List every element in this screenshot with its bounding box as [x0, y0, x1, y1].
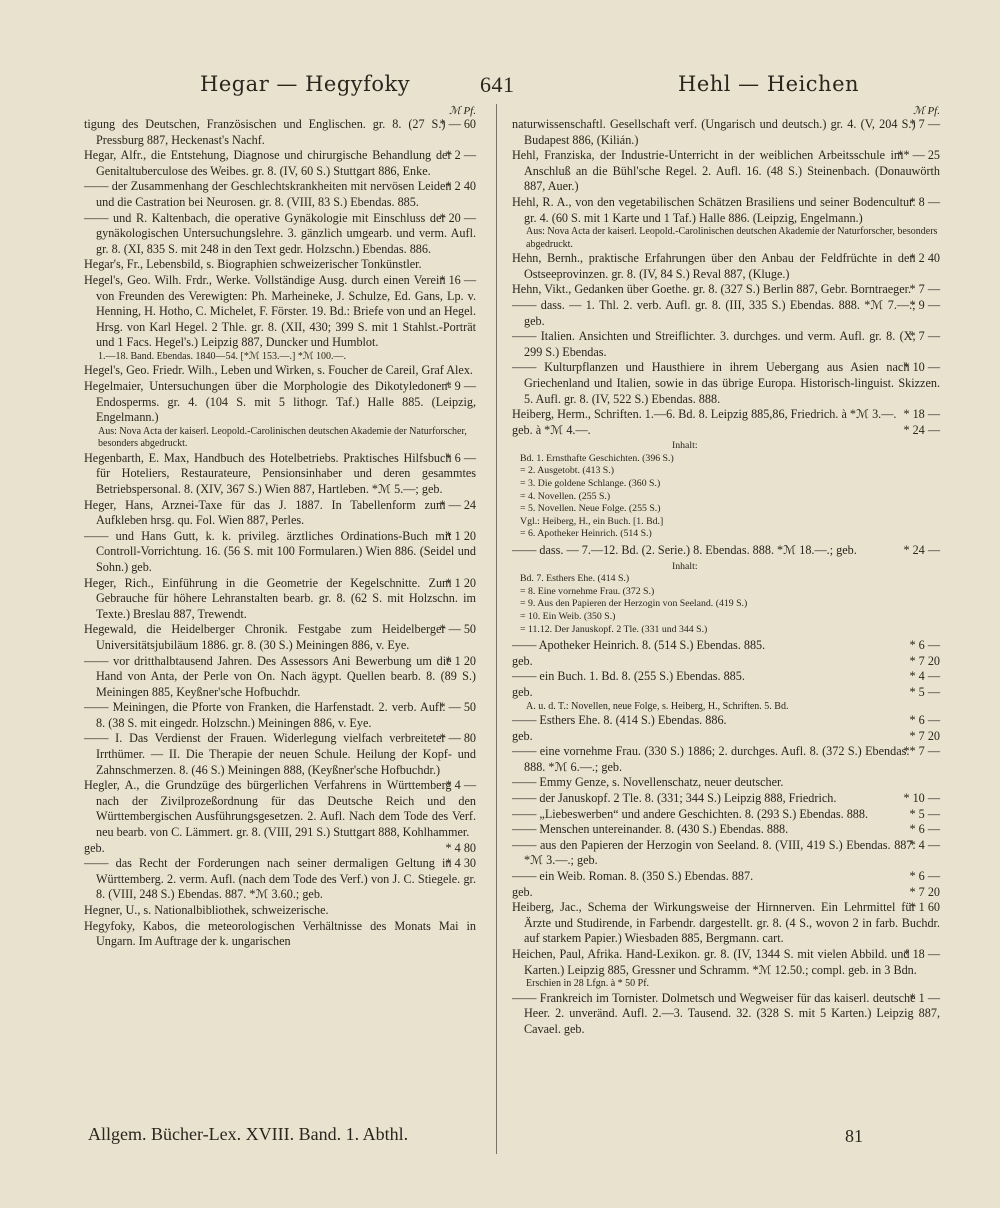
entry-text: Hegel's, Geo. Friedr. Wilh., Leben und Wirken, s. Foucher de Careil, Graf Alex.: [84, 363, 473, 378]
bibliography-entry: [84, 117, 476, 148]
bibliography-entry: [84, 363, 476, 379]
contents-row: Vgl.: Heiberg, H., ein Buch. [1. Bd.]: [520, 515, 664, 527]
entry-text: —— I. Das Verdienst der Frauen. Widerlegung vielfach verbreiteter Irrthümer. — II. Die Therapie der neuen Schule. Heilung der Kopf- und Zahnschmerzen. 8. (46 S.) Meiningen 888, (Keyßner'sche Hofbuchdr.): [84, 731, 476, 777]
entry-text: Hehn, Bernh., praktische Erfahrungen über den Anbau der Feldfrüchte in den Ostseeprovinzen. gr. 8. (IV, 84 S.) Reval 887, (Kluge.): [512, 251, 916, 281]
bibliography-entry: [84, 700, 476, 731]
entry-price: * — 24: [439, 497, 476, 512]
entry-text: —— der Januskopf. 2 Tle. 8. (331; 344 S.) Leipzig 888, Friedrich.: [512, 791, 837, 806]
page-number: 641: [480, 72, 515, 97]
contents-block-1: [512, 440, 940, 541]
bibliography-entry: [512, 543, 940, 559]
bibliography-entry: [512, 791, 940, 807]
bibliography-entry: [84, 257, 476, 273]
entry-text: Heichen, Paul, Afrika. Hand-Lexikon. gr. 8. (IV, 1344 S. mit vielen Abbild. und Karten.) Leipzig 885, Gressner und Schramm. *ℳ 12.50.; compl. geb. in 3 Bdn.: [512, 946, 917, 977]
bibliography-entry: [84, 498, 476, 529]
bibliography-entry: [512, 713, 940, 729]
bibliography-entry: [84, 654, 476, 701]
entry-price: * 24 —: [903, 422, 940, 437]
bibliography-entry: [512, 744, 940, 775]
bibliography-entry: [512, 900, 940, 947]
entry-text: —— Menschen untereinander. 8. (430 S.) Ebendas. 888.: [512, 822, 789, 837]
entry-text: Hehl, Franziska, der Industrie-Unterricht in der weiblichen Arbeitsschule im Anschluß an die Bühl'sche Regel. 2. Aufl. 16. (48 S.) Steinenbach. (Donauwörth 887, Auer.): [512, 148, 940, 194]
contents-row: = 3. Die goldene Schlange. (360 S.): [520, 478, 661, 490]
entry-text: —— eine vornehme Frau. (330 S.) 1886; 2. durchges. Aufl. 8. (372 S.) Ebendas. 888. *ℳ 6.—.; geb.: [512, 744, 910, 774]
bibliography-entry: [512, 638, 940, 654]
bibliography-entry: [512, 775, 940, 791]
bibliography-entry: [84, 211, 476, 258]
entry-text: Hegyfoky, Kabos, die meteorologischen Verhältnisse des Monats Mai in Ungarn. Im Auftrage der k. ungarischen: [84, 918, 476, 949]
entry-price: * 6 —: [445, 450, 476, 465]
bibliography-entry: [512, 360, 940, 407]
entry-text: —— Emmy Genze, s. Novellenschatz, neuer deutscher.: [512, 775, 784, 790]
entry-price: * 4 —: [445, 778, 476, 793]
running-head-left: Hegar — Hegyfoky: [200, 72, 411, 96]
bibliography-entry: [512, 251, 940, 282]
entry-price: * 2 40: [445, 179, 476, 194]
entry-text: Hegar, Alfr., die Entstehung, Diagnose und chirurgische Behandlung der Genitaltuberculose des Weibes. gr. 8. (IV, 60 S.) Stuttgart 886, Enke.: [84, 148, 452, 178]
right-entries-b: [512, 543, 940, 559]
running-head-right: Hehl — Heichen: [678, 72, 860, 96]
entry-price: * 1 20: [445, 575, 476, 590]
entry-text: Hehn, Vikt., Gedanken über Goethe. gr. 8. (327 S.) Berlin 887, Gebr. Borntraeger.: [512, 282, 912, 297]
column-divider: [496, 104, 497, 1154]
entry-text: naturwissenschaftl. Gesellschaft verf. (Ungarisch und deutsch.) gr. 4. (V, 204 S.) Budapest 886, (Kilián.): [512, 117, 916, 147]
entry-price: * 10 —: [903, 360, 940, 375]
entry-text: —— dass. — 7.—12. Bd. (2. Serie.) 8. Ebendas. 888. *ℳ 18.—.; geb.: [512, 543, 857, 558]
bibliography-entry: [84, 856, 476, 903]
contents-row: = 10. Ein Weib. (350 S.): [520, 611, 616, 622]
contents-heading: Inhalt:: [672, 440, 698, 452]
entry-text: Hegenbarth, E. Max, Handbuch des Hotelbetriebs. Praktisches Hilfsbuch für Hoteliers, Restaurateure, Pensionsinhaber und deren gesammtes Betriebspersonal. 8. (XIV, 367 S.) Wien 887, Hartleben. *ℳ 5.—; geb.: [84, 450, 476, 496]
bibliography-entry: [84, 778, 476, 840]
entry-price: * 6 —: [909, 638, 940, 653]
bibliography-entry: [512, 991, 940, 1038]
entry-price: * 5 —: [909, 684, 940, 699]
entry-text: Heger, Rich., Einführung in die Geometrie der Kegelschnitte. Zum Gebrauche für höhere Lehranstalten bearb. gr. 8. (62 S. mit Holzschn. im Texte.) Breslau 887, Trewendt.: [84, 575, 476, 621]
signature-line: Allgem. Bücher-Lex. XVIII. Band. 1. Abthl.: [88, 1124, 409, 1144]
entry-price: * 7 20: [909, 653, 940, 668]
entry-price: * 7 20: [909, 884, 940, 899]
entry-price: * 24 —: [903, 543, 940, 558]
bibliography-entry: [512, 838, 940, 869]
entry-text: geb.: [84, 840, 105, 855]
entry-text: geb.: [512, 684, 533, 699]
entry-note: Erschien in 28 Lfgn. à * 50 Pf.: [526, 978, 650, 990]
contents-row: Bd. 7. Esthers Ehe. (414 S.): [520, 573, 630, 585]
contents-row: = 9. Aus den Papieren der Herzogin von Seeland. (419 S.): [520, 598, 748, 610]
entry-price: * 16 —: [439, 272, 476, 287]
entry-price: * 9 —: [445, 379, 476, 393]
entry-price: * 7 —: [909, 117, 940, 131]
entry-note: 1.—18. Band. Ebendas. 1840—54. [*ℳ 153.—.] *ℳ 100.—.: [98, 350, 347, 362]
entry-note: Aus: Nova Acta der kaiserl. Leopold.-Carolinischen deutschen Akademie der Naturforscher, besonders abgedruckt.: [526, 226, 938, 250]
bibliography-entry: [512, 298, 940, 329]
right-entries-c: [512, 638, 940, 1037]
left-column: [84, 106, 476, 950]
bibliography-entry: [512, 148, 940, 195]
entry-price: * 9 —: [909, 297, 940, 312]
bibliography-entry: [512, 685, 940, 701]
bibliography-entry: [84, 179, 476, 210]
bibliography-entry: [512, 195, 940, 226]
bibliography-entry: [512, 885, 940, 901]
sheet-number: 81: [845, 1126, 863, 1146]
entry-price: * 2 —: [445, 148, 476, 163]
right-entries-a: [512, 117, 940, 438]
entry-price: * 1 —: [909, 990, 940, 1005]
entry-price: * 6 —: [909, 822, 940, 837]
entry-price: * 6 —: [909, 869, 940, 883]
entry-text: —— ein Buch. 1. Bd. 8. (255 S.) Ebendas. 885.: [512, 669, 745, 684]
entry-price: * 5 —: [909, 806, 940, 821]
entry-text: —— das Recht der Forderungen nach seiner dermaligen Geltung in Württemberg. 2. verm. Aufl. (nach dem Tode des Verf.) von J. C. Stiegele. gr. 8. (VIII, 248 S.) Ebendas. 887. *ℳ 3.60.; geb.: [84, 856, 476, 902]
bibliography-entry: [512, 807, 940, 823]
bibliography-entry: [512, 947, 940, 978]
right-column: [512, 106, 940, 1037]
entry-text: —— aus den Papieren der Herzogin von Seeland. 8. (VIII, 419 S.) Ebendas. 887. *ℳ 3.—.; geb.: [512, 837, 916, 868]
entry-text: Hegler, A., die Grundzüge des bürgerlichen Verfahrens in Württemberg nach der Zivilprozeßordnung für das Deutsche Reich und den Württembergischen Ausführungsgesetzen. 2. Aufl. Nach dem Tode des Verf. neu bearb. von C. Lämmert. gr. 8. (VIII, 291 S.) Stuttgart 888, Kohlhammer.: [84, 778, 476, 840]
entry-price: * — 50: [439, 700, 476, 715]
entry-text: —— dass. — 1. Thl. 2. verb. Aufl. gr. 8. (III, 335 S.) Ebendas. 888. *ℳ 7.—.; geb.: [512, 297, 916, 328]
entry-price: * 7 20: [909, 728, 940, 743]
contents-row: = 8. Eine vornehme Frau. (372 S.): [520, 585, 655, 597]
entry-text: Hegar's, Fr., Lebensbild, s. Biographien schweizerischer Tonkünstler.: [84, 257, 422, 272]
bibliography-entry: [84, 576, 476, 623]
bibliography-entry: [512, 669, 940, 685]
entry-price: * 7 —: [909, 282, 940, 297]
entry-text: Hegner, U., s. Nationalbibliothek, schweizerische.: [84, 903, 329, 917]
entry-price: * 2 40: [909, 251, 940, 266]
contents-row: = 2. Ausgetobt. (413 S.): [520, 465, 614, 477]
entry-price: * 4 —: [909, 669, 940, 684]
entry-text: —— vor dritthalbtausend Jahren. Des Assessors Ani Bewerbung um die Hand von Anta, der Perle von On. Nach ägypt. Quellen bearb. 8. (89 S.) Meiningen 885, Keyßner'sche Hofbuchdr.: [84, 653, 476, 699]
entry-text: —— Apotheker Heinrich. 8. (514 S.) Ebendas. 885.: [512, 638, 766, 653]
entry-text: —— „Liebeswerben“ und andere Geschichten. 8. (293 S.) Ebendas. 888.: [512, 806, 869, 821]
bibliography-entry: [512, 869, 940, 885]
entry-price: * 4 —: [909, 837, 940, 852]
currency-unit-header: ℳ Pf.: [912, 105, 940, 117]
contents-row: = 4. Novellen. (255 S.): [520, 490, 611, 502]
bibliography-entry: [84, 273, 476, 351]
entry-price: * 8 —: [909, 194, 940, 209]
entry-text: —— Frankreich im Tornister. Dolmetsch und Wegweiser für das kaiserl. deutsche Heer. 2. unveränd. Aufl. 2.—3. Tausend. 32. (328 S. mit 5 Karten.) Leipzig 887, Cavael. geb.: [512, 990, 940, 1036]
entry-text: —— Esthers Ehe. 8. (414 S.) Ebendas. 886.: [512, 713, 727, 728]
bibliography-entry: [84, 451, 476, 498]
bibliography-entry: [84, 379, 476, 426]
entry-price: * 1 60: [909, 900, 940, 915]
entry-text: geb. à *ℳ 4.—.: [512, 422, 591, 437]
entry-price: * 20 —: [439, 210, 476, 225]
entry-price: * 7 —: [909, 329, 940, 344]
entry-text: geb.: [512, 653, 533, 668]
bibliography-entry: [512, 407, 940, 423]
bibliography-entry: [84, 622, 476, 653]
contents-row: = 11.12. Der Januskopf. 2 Tle. (331 und 344 S.): [520, 623, 708, 635]
entry-text: —— und R. Kaltenbach, die operative Gynäkologie mit Einschluss der gynäkologischen Untersuchungslehre. 3. gänzlich umgearb. und verm. Aufl. gr. 8. (XI, 835 S. mit 248 in den Text gedr. Holzschn.) Ebendas. 886.: [84, 210, 476, 256]
bibliography-entry: [84, 529, 476, 576]
entry-text: Hehl, R. A., von den vegetabilischen Schätzen Brasiliens und seiner Bodencultur. gr. 4. (60 S. mit 1 Karte und 1 Taf.) Halle 886. (Leipzig, Engelmann.): [512, 194, 916, 225]
entry-text: Hegel's, Geo. Wilh. Frdr., Werke. Vollständige Ausg. durch einen Verein von Freunden des Verewigten: Ph. Marheineke, J. Schulze, Ed. Gans, Lp. v. Henning, H. Hotho, C. Michelet, F. Förster. 19. Bd.: Briefe von und an Hegel. Hrsg. von Karl Hegel. 2 Thle. gr. 8. (XII, 430; 399 S. mit 1 Stahlst.-Porträt und 1 Facs. Hegel's.) Leipzig 887, Duncker und Humblot.: [84, 272, 476, 350]
entry-text: Hegewald, die Heidelberger Chronik. Festgabe zum Heidelberger Universitätsjubiläum 1886. gr. 8. (30 S.) Meiningen 886, v. Eye.: [84, 622, 446, 652]
entry-price: * — 50: [439, 622, 476, 637]
bibliography-entry: [84, 919, 476, 950]
entry-text: —— der Zusammenhang der Geschlechtskrankheiten mit nervösen Leiden und die Castration bei Neurosen. gr. 8. (VIII, 83 S.) Ebendas. 885.: [84, 179, 452, 209]
entry-text: Heiberg, Jac., Schema der Wirkungsweise der Hirnnerven. Ein Lehrmittel für Ärzte und Studirende, in Farbendr. dargestellt. gr. 8. (4 S., wovon 2 in farb. Buchdr. auf starkem Papier.) Wiesbaden 885, Bergmann. cart.: [512, 900, 940, 946]
bibliography-entry: [512, 117, 940, 148]
contents-block-2: [512, 561, 940, 637]
entry-text: —— Italien. Ansichten und Streiflichter. 3. durchges. und verm. Aufl. gr. 8. (X, 299 S.) Ebendas.: [512, 329, 916, 359]
entry-price: * 4 80: [445, 840, 476, 855]
bibliography-entry: [512, 329, 940, 360]
entry-text: —— Kulturpflanzen und Hausthiere in ihrem Uebergang aus Asien nach Griechenland und Italien, sowie in das übrige Europa. Historisch-linguist. Skizzen. 5. Aufl. gr. 8. (IV, 522 S.) Ebendas. 888.: [512, 360, 940, 406]
bibliography-entry: [84, 841, 476, 857]
entry-price: * 1 20: [445, 528, 476, 543]
entry-text: geb.: [512, 728, 533, 743]
left-entries: [84, 117, 476, 950]
entry-text: —— Meiningen, die Pforte von Franken, die Harfenstadt. 2. verb. Aufl. 8. (38 S. mit eingedr. Holzschn.) Meiningen 886, v. Eye.: [84, 700, 446, 730]
entry-price: * 18 —: [903, 407, 940, 422]
bibliography-entry: [84, 148, 476, 179]
contents-heading: Inhalt:: [672, 560, 698, 572]
entry-text: geb.: [512, 884, 533, 899]
bibliography-entry: [512, 423, 940, 439]
entry-text: Hegelmaier, Untersuchungen über die Morphologie des Dikotyledonen-Endosperms. gr. 4. (104 S. mit 5 lithogr. Taf.) Halle 885. (Leipzig, Engelmann.): [84, 379, 476, 425]
entry-price: ** — 25: [897, 148, 940, 163]
entry-price: * — 80: [439, 731, 476, 746]
bibliography-entry: [84, 903, 476, 919]
entry-text: Heger, Hans, Arznei-Taxe für das J. 1887. In Tabellenform zum Aufkleben hrsg. qu. Fol. Wien 887, Perles.: [84, 497, 446, 528]
entry-price: * 10 —: [903, 791, 940, 806]
entry-note: A. u. d. T.: Novellen, neue Folge, s. Heiberg, H., Schriften. 5. Bd.: [526, 700, 789, 712]
entry-text: —— und Hans Gutt, k. k. privileg. ärztliches Ordinations-Buch mit Controll-Vorrichtung. 16. (56 S. mit 100 Formularen.) Wien 886. (Seidel und Sohn.) geb.: [84, 528, 476, 574]
bibliography-entry: [512, 654, 940, 670]
bibliography-entry: [512, 729, 940, 745]
contents-row: = 5. Novellen. Neue Folge. (255 S.): [520, 503, 661, 515]
bibliography-entry: [512, 822, 940, 838]
bibliography-entry: [84, 731, 476, 778]
currency-unit-header: ℳ Pf.: [448, 105, 476, 117]
contents-row: Bd. 1. Ernsthafte Geschichten. (396 S.): [520, 452, 674, 464]
contents-row: = 6. Apotheker Heinrich. (514 S.): [520, 528, 652, 540]
entry-note: Aus: Nova Acta der kaiserl. Leopold.-Carolinischen deutschen Akademie der Naturforscher, besonders abgedruckt.: [98, 425, 467, 450]
entry-price: * 6 —: [909, 713, 940, 728]
entry-price: * 1 20: [445, 653, 476, 668]
entry-text: —— ein Weib. Roman. 8. (350 S.) Ebendas. 887.: [512, 869, 754, 883]
entry-text: Heiberg, Herm., Schriften. 1.—6. Bd. 8. Leipzig 885,86, Friedrich. à *ℳ 3.—.: [512, 407, 897, 422]
entry-price: * 4 30: [445, 856, 476, 871]
entry-price: * — 60: [439, 117, 476, 131]
bibliography-entry: [512, 282, 940, 298]
entry-price: ** 7 —: [903, 744, 940, 759]
entry-price: * 18 —: [903, 946, 940, 961]
entry-text: tigung des Deutschen, Französischen und Englischen. gr. 8. (27 S.) Pressburg 887, Heckenast's Nachf.: [84, 117, 446, 147]
